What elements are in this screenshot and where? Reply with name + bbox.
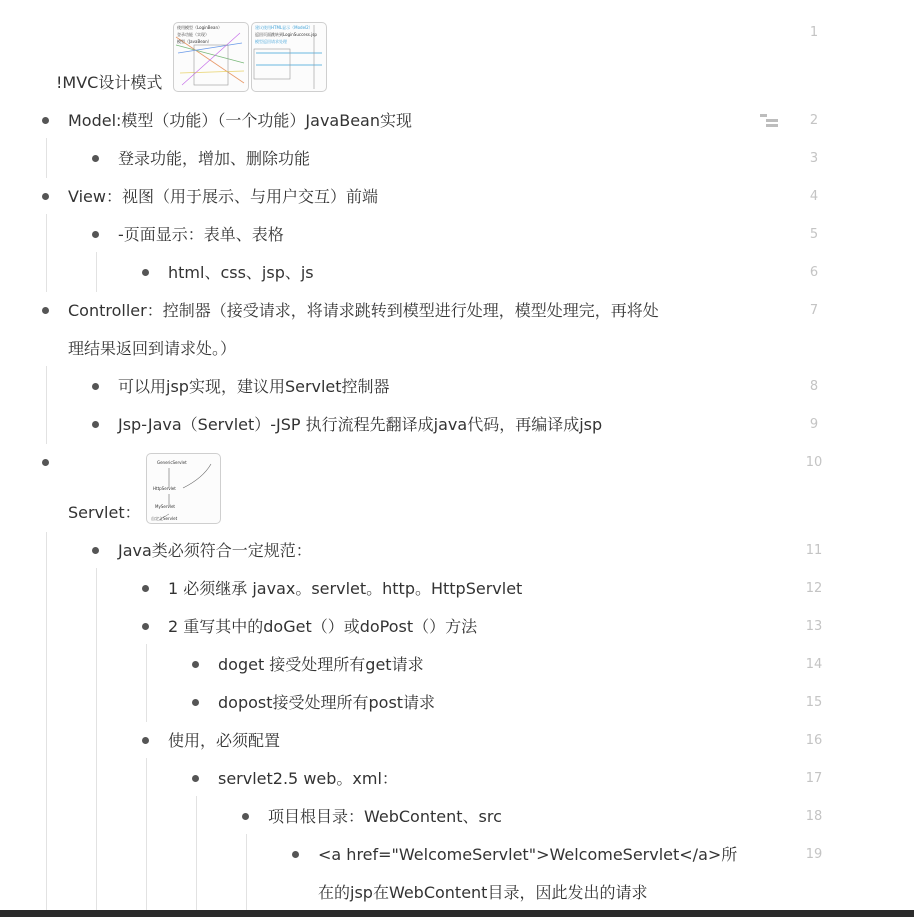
bullet-view[interactable] — [42, 193, 49, 200]
row-dopost[interactable]: dopost接受处理所有post请求 — [218, 693, 436, 712]
mvc-right-line-3: 模型返回请求处理 — [255, 39, 287, 44]
guide-line-config — [146, 758, 147, 910]
line-number-2: 2 — [809, 113, 819, 128]
row-extends[interactable]: 1 必须继承 javax。servlet。http。HttpServlet — [168, 579, 523, 598]
guide-line-override — [146, 644, 147, 722]
bullet-servlet25[interactable] — [192, 775, 199, 782]
mvc-diagram-thumbnail-left[interactable] — [173, 22, 249, 92]
line-number-15: 15 — [805, 695, 823, 710]
mvc-right-line-2: 返回页面跳转到LoginSuccess.jsp — [255, 32, 317, 37]
bullet-doget[interactable] — [192, 661, 199, 668]
bullet-model[interactable] — [42, 117, 49, 124]
bullet-anchor[interactable] — [292, 851, 299, 858]
row-controller-line1[interactable]: Controller：控制器（接受请求，将请求跳转到模型进行处理，模型处理完，再将处 — [68, 301, 659, 320]
servlet-thumb-line-4: 自定义Servlet — [151, 516, 178, 521]
bullet-login[interactable] — [92, 155, 99, 162]
row-override[interactable]: 2 重写其中的doGet（）或doPost（）方法 — [168, 617, 478, 636]
guide-line-view — [46, 214, 47, 292]
outline-title: !MVC设计模式 — [56, 73, 163, 92]
guide-line-servlet25 — [196, 796, 197, 910]
bullet-config[interactable] — [142, 737, 149, 744]
guide-line-root — [246, 834, 247, 910]
line-number-6: 6 — [809, 265, 819, 280]
row-jsp-java[interactable]: Jsp-Java（Servlet）-JSP 执行流程先翻译成java代码，再编译成jsp — [118, 415, 603, 434]
row-project-root[interactable]: 项目根目录：WebContent、src — [268, 807, 502, 826]
line-number-13: 13 — [805, 619, 823, 634]
row-java-class[interactable]: Java类必须符合一定规范： — [118, 541, 312, 560]
guide-line-model — [46, 138, 47, 178]
line-number-16: 16 — [805, 733, 823, 748]
row-login[interactable]: 登录功能，增加、删除功能 — [118, 149, 311, 168]
line-number-7: 7 — [809, 303, 819, 318]
bullet-extends[interactable] — [142, 585, 149, 592]
bullet-servlet[interactable] — [42, 459, 49, 466]
row-anchor-line1[interactable]: <a href="WelcomeServlet">WelcomeServlet</a>所 — [318, 845, 738, 864]
row-model[interactable]: Model:模型（功能）（一个功能）JavaBean实现 — [68, 111, 412, 130]
line-number-18: 18 — [805, 809, 823, 824]
guide-line-view-sub — [96, 252, 97, 292]
bullet-project-root[interactable] — [242, 813, 249, 820]
row-servlet25[interactable]: servlet2.5 web。xml： — [218, 769, 398, 788]
guide-line-controller — [46, 366, 47, 444]
servlet-thumb-line-3: MyServlet — [155, 504, 175, 509]
row-view[interactable]: View：视图（用于展示、与用户交互）前端 — [68, 187, 378, 206]
row-jsp-impl[interactable]: 可以用jsp实现，建议用Servlet控制器 — [118, 377, 390, 396]
line-number-5: 5 — [809, 227, 819, 242]
bullet-java-class[interactable] — [92, 547, 99, 554]
row-anchor-line2[interactable]: 在的jsp在WebContent目录，因此发出的请求 — [318, 883, 648, 902]
row-servlet[interactable]: Servlet： — [68, 503, 141, 522]
servlet-thumb-line-1: GenericServlet — [157, 460, 187, 465]
row-controller-line2[interactable]: 理结果返回到请求处。） — [68, 339, 237, 358]
bullet-jsp-java[interactable] — [92, 421, 99, 428]
line-number-1: 1 — [809, 25, 819, 40]
bullet-dopost[interactable] — [192, 699, 199, 706]
servlet-thumb-line-2: HttpServlet — [153, 486, 176, 491]
mvc-left-line-2: 登录功能（实现） — [177, 32, 209, 37]
line-number-14: 14 — [805, 657, 823, 672]
line-number-4: 4 — [809, 189, 819, 204]
line-number-12: 12 — [805, 581, 823, 596]
line-number-3: 3 — [809, 151, 819, 166]
line-number-11: 11 — [805, 543, 823, 558]
row-html-css[interactable]: html、css、jsp、js — [168, 263, 314, 282]
mvc-right-line-1: 建议使用HTML显示（Model2） — [255, 25, 313, 30]
mvc-left-line-1: 使用模型（LoginBean） — [177, 25, 222, 30]
line-number-19: 19 — [805, 847, 823, 862]
line-number-10: 10 — [805, 455, 823, 470]
guide-line-java-class — [96, 568, 97, 910]
line-number-8: 8 — [809, 379, 819, 394]
row-page-display[interactable]: -页面显示：表单、表格 — [118, 225, 284, 244]
mvc-left-line-3: 模型（JavaBean） — [177, 39, 212, 44]
drag-handle-icon[interactable] — [760, 112, 778, 128]
bullet-jsp-impl[interactable] — [92, 383, 99, 390]
mvc-diagram-thumbnail-right[interactable] — [251, 22, 327, 92]
guide-line-servlet — [46, 532, 47, 910]
row-config[interactable]: 使用，必须配置 — [168, 731, 281, 750]
bullet-page-display[interactable] — [92, 231, 99, 238]
bullet-html-css[interactable] — [142, 269, 149, 276]
line-number-17: 17 — [805, 771, 823, 786]
bullet-override[interactable] — [142, 623, 149, 630]
row-doget[interactable]: doget 接受处理所有get请求 — [218, 655, 424, 674]
line-number-9: 9 — [809, 417, 819, 432]
bottom-edge-bar — [0, 910, 914, 917]
servlet-diagram-thumbnail[interactable] — [146, 453, 221, 524]
bullet-controller[interactable] — [42, 307, 49, 314]
